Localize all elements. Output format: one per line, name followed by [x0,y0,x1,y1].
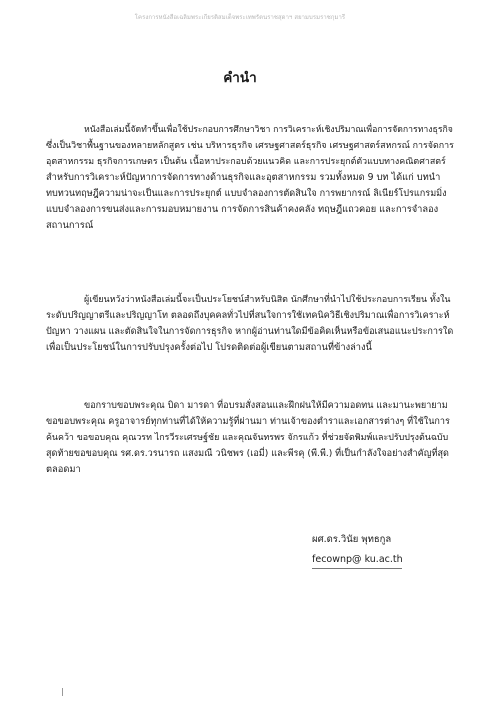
page-header: โครงการหนังสือเฉลิมพระเกียรติสมเด็จพระเทพรัตนราชสุดาฯ สยามบรมราชกุมารี [134,15,346,21]
page-title: คำนำ [223,70,257,86]
paragraph-line: ปัญหา วางแผน และตัดสินใจในการจัดการธุรกิจ หากผู้อ่านท่านใดมีข้อคิดเห็นหรือข้อเสนอแนะประการใด [46,327,454,337]
paragraph-line: ทบทวนทฤษฎีความน่าจะเป็นและการประยุกต์ แบบจำลองการตัดสินใจ การพยากรณ์ ลิเนียร์โปรแกรมมิ่ง [46,189,447,199]
paragraph-line: อุตสาหกรรม ธุรกิจการเกษตร เป็นต้น เนื้อหาประกอบด้วยแนวคิด และการประยุกต์ตัวแบบทางคณิตศาสตร์ [46,157,446,167]
paragraph-line: ขอขอบพระคุณ ครูอาจารย์ทุกท่านที่ได้ให้ความรู้ที่ผ่านมา ท่านเจ้าของตำราและเอกสารต่างๆ ที่ใช้ในการ [46,417,450,427]
email-underline [312,568,402,569]
page-mark [62,688,63,696]
paragraph-line: ซึ่งเป็นวิชาพื้นฐานของหลายหลักสูตร เช่น บริหารธุรกิจ เศรษฐศาสตร์ธุรกิจ เศรษฐศาสตร์สหกรณ์ การจัดการ [46,141,454,151]
paragraph-line: สุดท้ายขอขอบคุณ รศ.ดร.วรนารถ แสงมณี วนิชพร (เอมี่) และพีรคุ (พี.พี.) ที่เป็นกำลังใจอย่างสำคัญที่สุด [46,449,449,459]
paragraph-line: สำหรับการวิเคราะห์ปัญหาการจัดการทางด้านธุรกิจและอุตสาหกรรม รวมทั้งหมด 9 บท ได้แก่ บทนำ [46,172,441,183]
paragraph-1 [46,122,454,234]
paragraph-line: ค้นคว้า ขอขอบคุณ คุณวรท ไกรวีระเศรษฐ์ชัย และคุณจันทรพร จักรแก้ว ที่ช่วยจัดพิมพ์และปรับปรุงต้นฉบับ [46,433,449,443]
paragraph-3 [46,398,454,478]
paragraph-line: ระดับปริญญาตรีและปริญญาโท ตลอดถึงบุคคลทั่วไปที่สนใจการใช้เทคนิควิธีเชิงปริมาณเพื่อการวิเคราะห์ [46,311,450,321]
paragraph-line: ผู้เขียนหวังว่าหนังสือเล่มนี้จะเป็นประโยชน์สำหรับนิสิต นักศึกษาที่นำไปใช้ประกอบการเรียน ทั้งใน [84,295,451,305]
paragraph-line: ขอกราบขอบพระคุณ บิดา มารดา ที่อบรมสั่งสอนและฝึกฝนให้มีความอดทน และมานะพยายาม [84,401,448,411]
author-email: fecownp@ ku.ac.th [312,554,403,565]
paragraph-line: หนังสือเล่มนี้จัดทำขึ้นเพื่อใช้ประกอบการศึกษาวิชา การวิเคราะห์เชิงปริมาณเพื่อการจัดการทางธุรกิจ [84,125,453,135]
author-name: ผศ.ดร.วินัย พุทธกูล [312,534,392,545]
paragraph-line: เพื่อเป็นประโยชน์ในการปรับปรุงครั้งต่อไป โปรดติดต่อผู้เขียนตามสถานที่ข้างล่างนี้ [46,342,372,353]
paragraph-2 [46,292,454,356]
paragraph-line: ตลอดมา [46,464,81,475]
paragraph-line: สถานการณ์ [46,220,94,231]
paragraph-line: แบบจำลองการขนส่งและการมอบหมายงาน การจัดการสินค้าคงคลัง ทฤษฎีแถวคอย และการจำลอง [46,204,439,215]
